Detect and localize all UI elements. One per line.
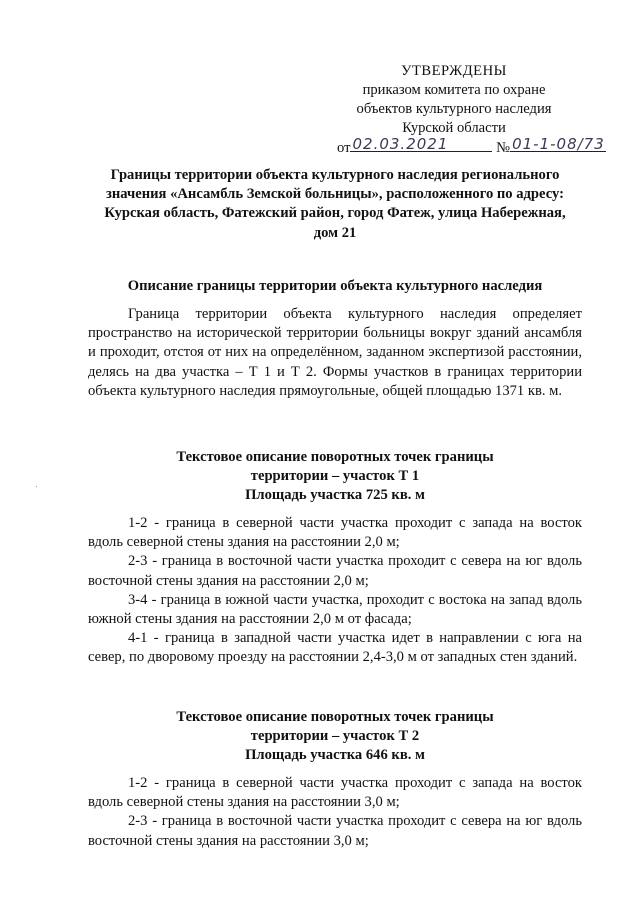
description-paragraph: Граница территории объекта культурного наследия определяет пространство на исторической территории больницы вокруг зданий ансамбля и проходит, отстоя от них на определённом, заданном экспертизой расстоянии, делясь на два участка – Т 1 и Т 2. Формы участков в границах территории объекта культурного наследия прямоугольные, общей площадью 1371 кв. м. <box>88 306 582 399</box>
handwritten-number: 01-1-08/73 <box>512 135 605 153</box>
list-item: 2-3 - граница в восточной части участка проходит с севера на юг вдоль восточной стены здания на расстоянии 3,0 м; <box>88 813 582 849</box>
order-reference-line <box>337 135 605 156</box>
t1-points-list <box>88 514 582 668</box>
section-heading-t1 <box>88 448 582 506</box>
approval-line-2: объектов культурного наследия <box>356 101 552 117</box>
number-label: № <box>496 140 511 156</box>
approval-title: УТВЕРЖДЕНЫ <box>401 63 507 79</box>
title-line: дом 21 <box>313 224 357 241</box>
list-item: 2-3 - граница в восточной части участка проходит с севера на юг вдоль восточной стены здания на расстоянии 2,0 м; <box>88 553 582 589</box>
list-item: 1-2 - граница в северной части участка проходит с запада на восток вдоль северной стены здания на расстоянии 2,0 м; <box>88 515 582 551</box>
title-line: Курская область, Фатежский район, город Фатеж, улица Набережная, <box>104 205 566 222</box>
heading-line: Текстовое описание поворотных точек границы <box>176 709 494 725</box>
list-item: 3-4 - граница в южной части участка, проходит с востока на запад вдоль южной стены здания на расстоянии 2,0 м от фасада; <box>88 591 582 628</box>
approval-block <box>334 62 574 138</box>
t2-points-list <box>88 774 582 851</box>
document-title <box>88 166 582 243</box>
approval-line-3: Курской области <box>402 120 506 136</box>
heading-line: Площадь участка 725 кв. м <box>245 487 425 504</box>
list-item: 4-1 - граница в западной части участка идет в направлении с юга на север, по дворовому проезду на расстоянии 2,4-3,0 м от западных стен зданий. <box>88 630 582 666</box>
number-field <box>510 136 606 152</box>
list-item: 1-2 - граница в северной части участка проходит с запада на восток вдоль северной стены здания на расстоянии 3,0 м; <box>88 775 582 811</box>
title-line: Границы территории объекта культурного наследия регионального <box>110 167 560 183</box>
section-heading-description: Описание границы территории объекта культурного наследия <box>127 278 543 294</box>
title-line: значения «Ансамбль Земской больницы», расположенного по адресу: <box>106 186 564 203</box>
date-label: от <box>337 140 351 156</box>
section-description-body <box>88 305 582 401</box>
heading-line: территории – участок Т 2 <box>250 728 420 745</box>
section-heading-t2 <box>88 708 582 766</box>
date-field <box>350 136 492 152</box>
handwritten-date: 02.03.2021 <box>352 135 449 153</box>
approval-line-1: приказом комитета по охране <box>362 82 546 98</box>
heading-line: Площадь участка 646 кв. м <box>245 747 425 764</box>
heading-line: территории – участок Т 1 <box>250 468 420 485</box>
heading-line: Текстовое описание поворотных точек границы <box>176 449 494 465</box>
scan-speck <box>36 486 37 487</box>
